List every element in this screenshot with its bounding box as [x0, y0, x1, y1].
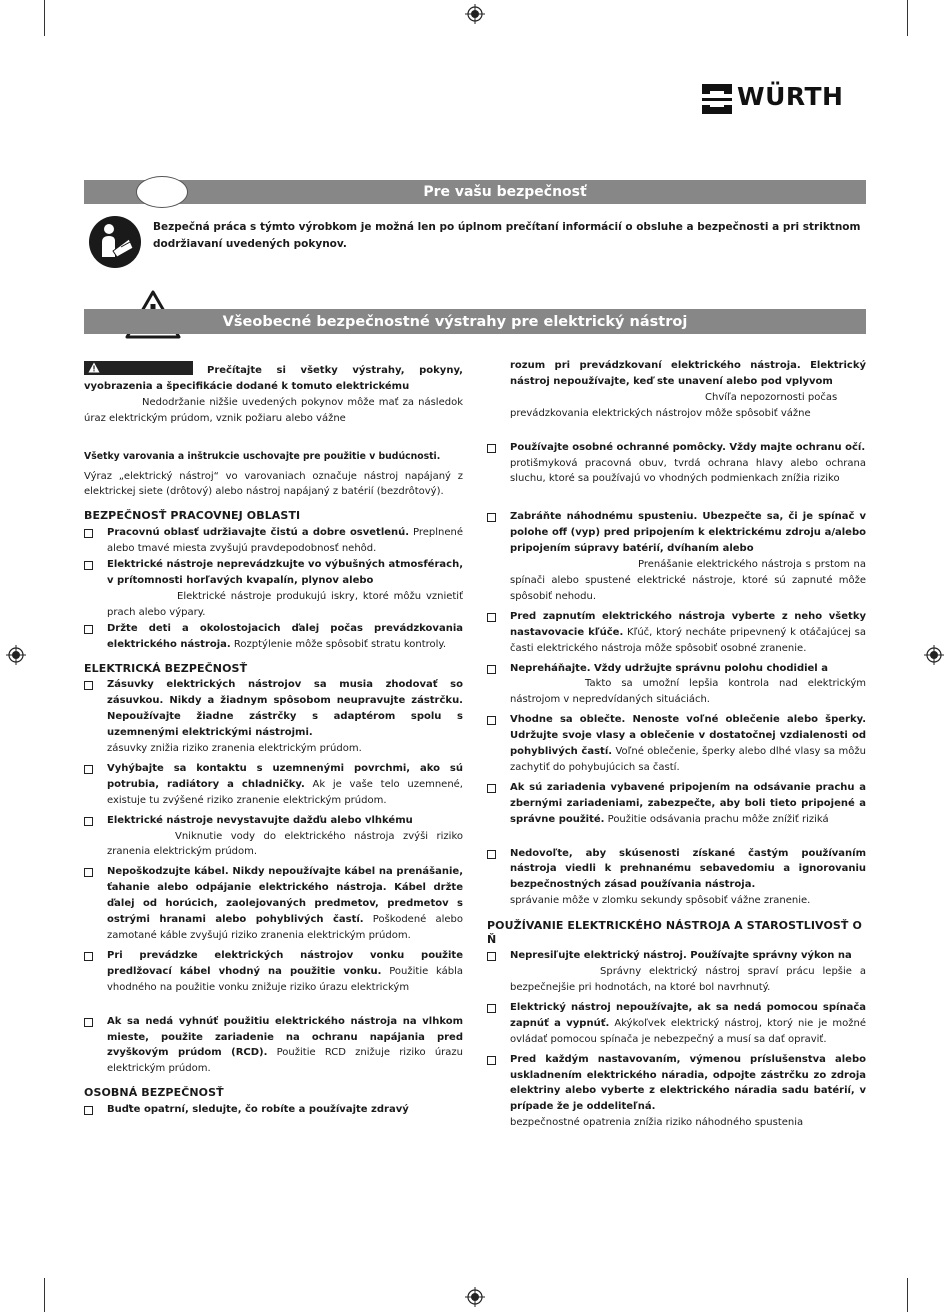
warning-bold-text: Prečítajte si všetky výstrahy, pokyny, vyobrazenia a špecifikácie dodané k tomuto elektrickému — [84, 365, 463, 392]
list-item — [84, 621, 463, 653]
list-item — [84, 948, 463, 996]
checkbox-icon — [84, 681, 93, 690]
item-bold: Držte deti a okolostojacich ďalej počas prevádzkovania elektrického nástroja. — [107, 622, 463, 650]
warning-label-box — [84, 361, 193, 375]
crop-mark — [44, 0, 45, 36]
read-manual-icon — [88, 215, 142, 269]
item-bold: rozum pri prevádzkovaní elektrického nástroja. Elektrický nástroj nepoužívajte, keď ste unavení alebo pod vplyvom — [510, 360, 866, 387]
checkbox-icon — [487, 613, 496, 622]
list-item — [487, 440, 866, 488]
item-text: správanie môže v zlomku sekundy spôsobiť vážne zranenie. — [510, 895, 811, 907]
section-banner-general-warnings — [84, 309, 866, 334]
item-text: Vniknutie vody do elektrického nástroja zvýši riziko zranenia elektrickým prúdom. — [107, 830, 463, 858]
item-text: Prenášanie elektrického nástroja s prstom na spínači alebo spustené elektrické nástroje, ktoré sú zapnuté môže spôsobiť nehodu. — [510, 559, 866, 602]
checkbox-icon — [487, 1056, 496, 1065]
item-text: protišmyková pracovná obuv, tvrdá ochrana hlavy alebo ochrana sluchu, ktoré sa používajú vo vhodných podmienkach znížia riziko — [510, 457, 866, 485]
item-bold: Zabráňte náhodnému spusteniu. Ubezpečte sa, či je spínač v polohe off (vyp) pred pripojením k elektrickému zdroju a/alebo pripojením súpravy batérií, dvíhaním alebo — [510, 511, 866, 555]
section-heading: ELEKTRICKÁ BEZPEČNOSŤ — [84, 661, 248, 675]
list-item — [84, 813, 463, 861]
item-bold: Vyhýbajte sa kontaktu s uzemnenými povrchmi, ako sú potrubia, radiátory a chladničky. — [107, 762, 463, 790]
checkbox-icon — [487, 1004, 496, 1013]
checkbox-icon — [487, 513, 496, 522]
item-bold: Ak sú zariadenia vybavené pripojením na odsávanie prachu a zbernými zariadeniami, zabezpečte, aby boli tieto pripojené a správne použité. — [510, 781, 866, 825]
item-bold: Nepreháňajte. Vždy udržujte správnu polohu chodidiel a — [510, 662, 828, 674]
item-text: zásuvky znižia riziko zranenia elektrickým prúdom. — [107, 743, 362, 755]
crop-mark — [907, 1278, 908, 1312]
list-item — [487, 712, 866, 776]
definition-paragraph: Výraz „elektrický nástroj“ vo varovaniach označuje nástroj napájaný z elektrickej siete (drôtový) alebo nástroj napájaný z batérií (bezdrôtový). — [84, 470, 463, 498]
list-item — [487, 780, 866, 828]
item-text: prevádzkovania elektrických nástrojov môže spôsobiť vážne — [510, 407, 811, 419]
item-bold: Pri prevádzke elektrických nástrojov vonku použite predlžovací kábel vhodný na použitie vonku. — [107, 949, 463, 977]
list-item — [84, 525, 463, 557]
registration-mark-icon — [924, 645, 944, 665]
item-text: Akýkoľvek elektrický nástroj, ktorý nie je možné ovládať pomocou spínača je nebezpečný a musí sa dať opraviť. — [510, 1017, 866, 1045]
item-bold: Nedovoľte, aby skúsenosti získané častým používaním nástroja viedli k prehnanému sebavedomiu a ignorovaniu bezpečnostných zásad používania nástroja. — [510, 847, 866, 891]
item-text: Použitie kábla vhodného na použitie vonku znižuje riziko úrazu elektrickým — [107, 965, 463, 993]
item-text: Preplnené alebo tmavé miesta zvyšujú pravdepodobnosť nehôd. — [107, 527, 463, 555]
item-bold: Nepoškodzujte kábel. Nikdy nepoužívajte kábel na prenášanie, ťahanie alebo odpájanie elektrického nástroja. Kábel držte ďalej od horúcich, zaolejovaných predmetov, predmetov s ostrými hranami alebo pohyblivých častí. — [107, 866, 463, 926]
item-text: Ak je vaše telo uzemnené, existuje tu zvýšené riziko zranenie elektrickým prúdom. — [107, 778, 463, 806]
item-text: Takto sa umožní lepšia kontrola nad elektrickým nástrojom v nepredvídaných situáciách. — [510, 678, 866, 706]
keep-instructions: Všetky varovania a inštrukcie uschovajte pre použitie v budúcnosti. — [84, 450, 441, 462]
item-text: Voľné oblečenie, šperky alebo dlhé vlasy sa môžu zachytiť do pohybujúcich sa častí. — [510, 746, 866, 773]
registration-mark-icon — [465, 1287, 485, 1307]
list-item — [84, 1102, 463, 1118]
section-heading: BEZPEČNOSŤ PRACOVNEJ OBLASTI — [84, 509, 301, 523]
checkbox-icon — [84, 952, 93, 961]
checkbox-icon — [487, 784, 496, 793]
item-text: Chvíľa nepozornosti počas — [705, 391, 838, 403]
item-bold: Nepresiľujte elektrický nástroj. Používajte správny výkon na — [510, 950, 852, 962]
warning-body-text: Nedodržanie nižšie uvedených pokynov môže mať za následok úraz elektrickým prúdom, vznik požiaru alebo vážne — [84, 396, 463, 424]
item-bold: Ak sa nedá vyhnúť použitiu elektrického nástroja na vlhkom mieste, použite zariadenie na ochranu napájania pred zvyškovým prúdom (RCD). — [107, 1015, 463, 1059]
item-bold: Používajte osobné ochranné pomôcky. Vždy majte ochranu očí. — [510, 441, 866, 453]
checkbox-icon — [84, 529, 93, 538]
list-item — [84, 761, 463, 809]
checkbox-icon — [84, 817, 93, 826]
list-item — [84, 557, 463, 621]
item-bold: Vhodne sa oblečte. Nenoste voľné oblečenie alebo šperky. Udržujte svoje vlasy a oblečenie v dostatočnej vzdialenosti od pohyblivých častí. — [510, 714, 866, 758]
checkbox-icon — [487, 665, 496, 674]
right-column — [487, 358, 866, 1131]
checkbox-icon — [487, 850, 496, 859]
checkbox-icon — [84, 1018, 93, 1027]
item-bold: Pred každým nastavovaním, výmenou príslušenstva alebo uskladnením elektrického náradia, odpojte zástrčku zo zdroja elektriny alebo vyberte z elektrického náradia sadu batérií, v prípade že je oddeliteľná. — [510, 1053, 866, 1113]
item-bold: Pracovnú oblasť udržiavajte čistú a dobre osvetlenú. — [107, 527, 410, 539]
section-banner-safety — [84, 180, 866, 204]
item-bold: Elektrický nástroj nepoužívajte, ak sa nedá pomocou spínača zapnúť a vypnúť. — [510, 1001, 866, 1029]
list-item — [487, 1052, 866, 1132]
checkbox-icon — [487, 952, 496, 961]
checkbox-icon — [84, 561, 93, 570]
banner-title: Všeobecné bezpečnostné výstrahy pre elektrický nástroj — [222, 313, 688, 330]
list-item — [487, 661, 866, 709]
checkbox-icon — [84, 1106, 93, 1115]
warning-small-icon — [88, 362, 100, 373]
left-column — [84, 361, 463, 1118]
banner-title: Pre vašu bezpečnosť — [423, 184, 587, 200]
list-item — [84, 677, 463, 757]
item-text: Použitie odsávania prachu môže znížiť riziká — [607, 813, 829, 825]
item-bold: Buďte opatrní, sledujte, čo robíte a používajte zdravý — [107, 1104, 409, 1116]
section-heading: POUŽÍVANIE ELEKTRICKÉHO NÁSTROJA A STAROSTLIVOSŤ O Ň — [487, 919, 862, 947]
checkbox-icon — [84, 625, 93, 634]
crop-mark — [907, 0, 908, 36]
checkbox-icon — [487, 444, 496, 453]
list-item-continued — [487, 358, 866, 422]
item-bold: Zásuvky elektrických nástrojov sa musia zhodovať so zásuvkou. Nikdy a žiadnym spôsobom neupravujte zástrčku. Nepoužívajte žiadne zástrčky s adaptérom spolu s uzemnenými elektrickými nástrojmi. — [107, 679, 463, 739]
brand-logo-text: WÜRTH — [737, 82, 844, 111]
checkbox-icon — [84, 868, 93, 877]
registration-mark-icon — [6, 645, 26, 665]
item-bold: Elektrické nástroje nevystavujte dažďu alebo vlhkému — [107, 814, 413, 826]
item-bold: Elektrické nástroje neprevádzkujte vo výbušných atmosférach, v prítomnosti horľavých kvapalín, plynov alebo — [107, 559, 463, 586]
list-item — [84, 1014, 463, 1078]
checkbox-icon — [84, 765, 93, 774]
wurth-logo-icon — [700, 82, 734, 116]
item-text: Elektrické nástroje produkujú iskry, ktoré môžu vznietiť prach alebo výpary. — [107, 590, 463, 618]
item-text: Kľúč, ktorý necháte pripevnený k otáčajúcej sa časti elektrického nástroja môže spôsobiť osobné zranenie. — [510, 626, 867, 654]
list-item — [487, 1000, 866, 1048]
section-heading: OSOBNÁ BEZPEČNOSŤ — [84, 1086, 224, 1100]
list-item — [487, 846, 866, 910]
item-text: Poškodené alebo zamotané káble zvyšujú riziko zranenia elektrickým prúdom. — [107, 914, 464, 941]
warning-paragraph — [84, 361, 463, 427]
registration-mark-icon — [465, 4, 485, 24]
item-bold: Pred zapnutím elektrického nástroja vyberte z neho všetky nastavovacie kľúče. — [510, 610, 866, 638]
checkbox-icon — [487, 716, 496, 725]
banner-oval — [136, 176, 188, 208]
crop-mark — [44, 1278, 45, 1312]
list-item — [487, 509, 866, 604]
item-text: Použitie RCD znižuje riziko úrazu elektrickým prúdom. — [107, 1047, 464, 1075]
item-text: Správny elektrický nástroj spraví prácu lepšie a bezpečnejšie pri hodnotách, na ktoré bol navrhnutý. — [510, 966, 866, 993]
list-item — [84, 864, 463, 944]
item-text: bezpečnostné opatrenia znížia riziko náhodného spustenia — [510, 1117, 804, 1129]
list-item — [487, 609, 866, 657]
list-item — [487, 948, 866, 996]
intro-paragraph: Bezpečná práca s týmto výrobkom je možná len po úplnom prečítaní informácií o obsluhe a bezpečnosti a pri striktnom dodržiavaní uvedených pokynov. — [153, 221, 861, 250]
item-text: Rozptýlenie môže spôsobiť stratu kontroly. — [233, 638, 447, 650]
